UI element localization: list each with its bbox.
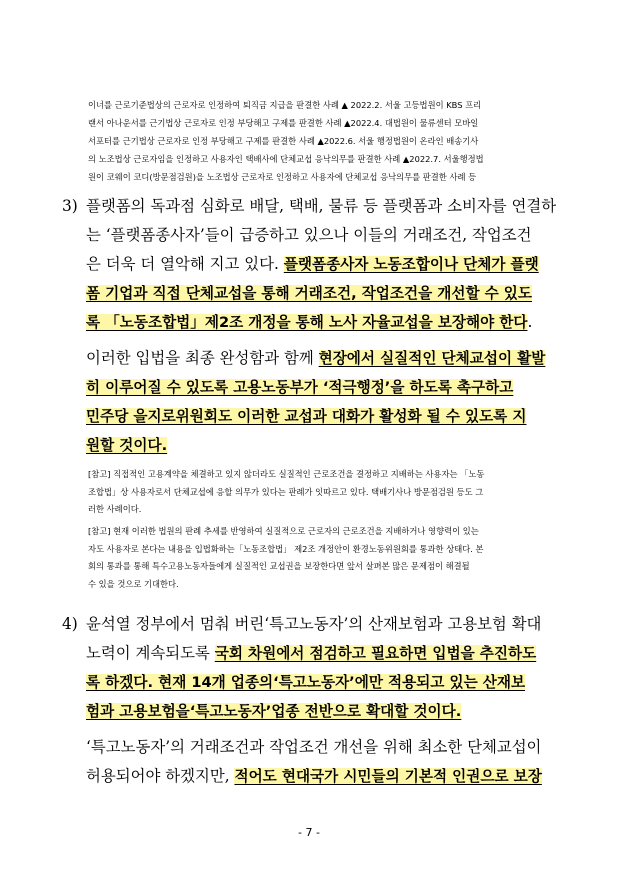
highlighted-text: 록 「노동조합법」제2조 개정을 통해 노사 자율교섭을 보장해야 한다 [86,314,528,331]
legislation-paragraph [86,344,562,460]
highlighted-text: 히 이루어질 수 있도록 고용노동부가 ‘적극행정’을 하도록 촉구하고 [86,379,514,396]
highlighted-text: 현장에서 실질적인 단체교섭이 활발 [318,350,546,367]
reference-line: [참고] 직접적인 고용계약을 체결하고 있지 않더라도 실질적인 근로조건을 결정하고 지배하는 사용자는 「노동 [88,469,485,479]
highlighted-text: 민주당 을지로위원회도 이러한 교섭과 대화가 활성화 될 수 있도록 지 [86,408,527,425]
highlighted-text: 원할 것이다. [86,437,168,454]
text-line: 은 더욱 더 열악해 지고 있다. [86,255,284,273]
section-number: 4) [62,615,78,633]
top-footnote-block [88,96,548,186]
reference-note-2 [88,523,550,593]
section-3 [62,192,562,337]
text-line: 는 ‘플랫폼종사자’들이 급증하고 있으나 이들의 거래조건, 작업조건 [86,226,532,244]
highlighted-text: 적어도 현대국가 시민들의 기본적 인권으로 보장 [234,768,542,785]
reference-line: [참고] 현재 이러한 법원의 판례 추세를 반영하여 실질적으로 근로자의 근로조건을 지배하거나 영향력이 있는 [88,526,479,536]
highlighted-text: 험과 고용보험을‘특고노동자’업종 전반으로 확대할 것이다. [86,703,462,720]
reference-note-1 [88,466,550,519]
text-line: 허용되어야 하겠지만, [86,767,235,785]
page-number: - 7 - [298,826,320,839]
reference-line: 회의 통과를 통해 특수고용노동자들에게 실질적인 교섭권을 보장한다면 앞서 살펴본 많은 문제점이 해결될 [88,561,470,571]
text-line: 이러한 입법을 최종 완성함과 함께 [86,349,319,367]
footnote-line: 서포터를 근기법상 근로자로 인정 부당해고 구제를 판결한 사례 ▲2022.6. 서울 행정법원이 온라인 배송기사 [88,136,479,146]
text-line: 노력이 계속되도록 [86,644,215,662]
highlighted-text: 국회 차원에서 점검하고 필요하면 입법을 추진하도 [214,645,537,662]
footnote-line: 원이 코웨이 코디(방문점검원)을 노조법상 근로자로 인정하고 사용자에 단체교섭 응낙의무를 판결한 사례 등 [88,172,477,182]
footnote-line: 의 노조법상 근로자임을 인정하고 사용자인 택배사에 단체교섭 응낙의무를 판결한 사례 ▲2022.7. 서울행정법 [88,154,484,164]
special-worker-paragraph [86,733,562,791]
text-line: 윤석열 정부에서 멈춰 버린‘특고노동자’의 산재보험과 고용보험 확대 [86,615,542,633]
highlighted-text: 플랫폼종사자 노동조합이나 단체가 플랫 [283,256,539,273]
text-line: . [527,313,533,331]
text-line: 플랫폼의 독과점 심화로 배달, 택배, 물류 등 플랫폼과 소비자를 연결하 [86,197,557,215]
reference-line: 조합법」상 사용자로서 단체교섭에 응할 의무가 있다는 판례가 잇따르고 있다. 택배기사나 방문점검원 등도 그 [88,486,484,497]
section-4 [62,610,562,726]
footnote-line: 이너를 근로기준법상의 근로자로 인정하여 퇴직금 지급을 판결한 사례 ▲ 2022.2. 서울 고등법원이 KBS 프리 [88,100,482,110]
reference-line: 러한 사례이다. [88,504,142,514]
text-line: ‘특고노동자’의 거래조건과 작업조건 개선을 위해 최소한 단체교섭이 [86,738,542,756]
highlighted-text: 폼 기업과 직접 단체교섭을 통해 거래조건, 작업조건을 개선할 수 있도 [86,285,533,302]
footnote-line: 랜서 아나운서를 근기법상 근로자로 인정 부당해고 구제를 판결한 사례 ▲2022.4. 대법원이 물류센터 모바일 [88,118,479,128]
highlighted-text: 록 하겠다. 현재 14개 업종의‘특고노동자’에만 적용되고 있는 산재보 [86,674,526,691]
reference-line: 수 있을 것으로 기대한다. [88,578,179,589]
section-number: 3) [62,197,78,215]
reference-line: 자도 사용자로 본다는 내용을 입법화하는「노동조합법」 제2조 개정안이 환경노동위원회를 통과한 상태다. 본 [88,543,484,554]
